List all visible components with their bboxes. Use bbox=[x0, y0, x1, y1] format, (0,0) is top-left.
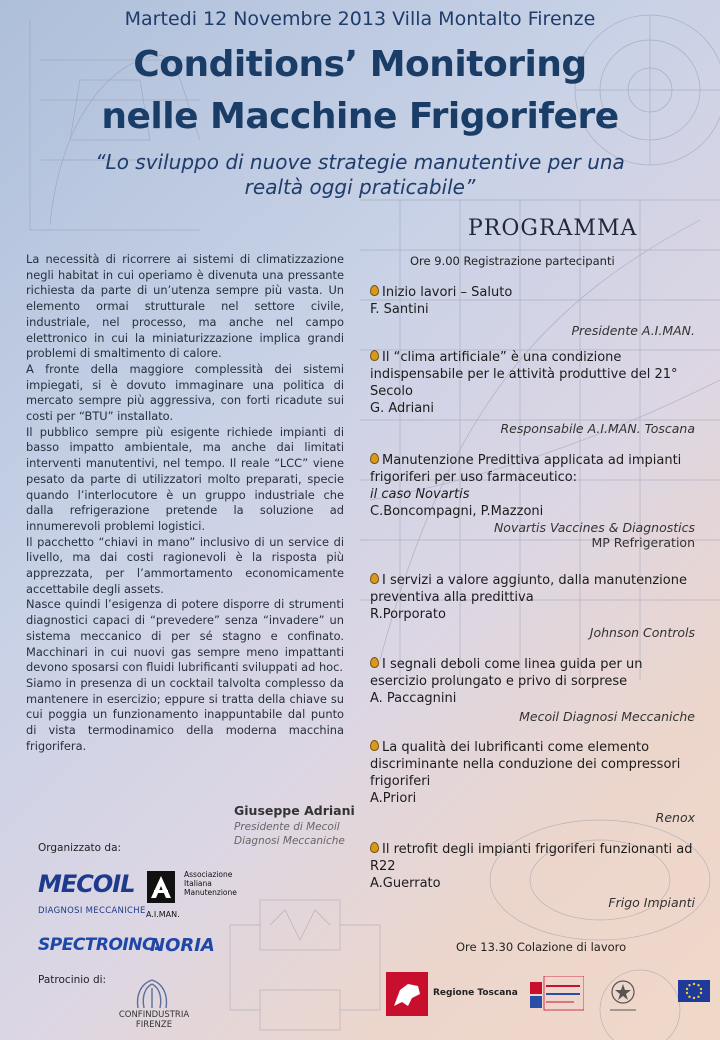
intro-text bbox=[26, 252, 344, 755]
programme-item-title-line: frigoriferi per uso farmaceutico: bbox=[370, 470, 578, 485]
speaker-organization: Novartis Vaccines & Diagnostics bbox=[493, 520, 695, 535]
mecoil-subtitle: DIAGNOSI MECCANICHE bbox=[38, 906, 146, 916]
programme-item-title: La qualità dei lubrificanti come elemento bbox=[370, 739, 700, 756]
aiman-name-line: Manutenzione bbox=[184, 888, 237, 897]
lunch-time: Ore 13.30 Colazione di lavoro bbox=[456, 940, 627, 954]
programme-item-2 bbox=[370, 349, 700, 436]
signer-role-line1: Presidente di Mecoil bbox=[234, 821, 340, 833]
intro-paragraph: Siamo in presenza di un cocktail talvolta complesso da mantenere in esercizio; eppure si tratta della chiave su cui poggia un funzionamento inappuntabile dal punto di vista termodinamico della moderna macchina frigorifera. bbox=[26, 675, 344, 753]
confindustria-line: FIRENZE bbox=[135, 1020, 173, 1030]
speaker: A.Guerrato bbox=[370, 876, 441, 891]
intro-paragraph: Il pubblico sempre più esigente richiede impianti di basso impatto ambientale, ma anche dai limitati interventi manutentivi, nel tempo. Il reale “LCC” viene pesato da parte di utilizzatori molto preparati, specie quando l’interlocutore è un gruppo industriale che dalla refrigerazione pretende la soluzione ad innumerevoli problemi logistici. bbox=[26, 424, 344, 533]
programme-item-title-line: esercizio prolungato e privo di sorprese bbox=[370, 674, 628, 689]
drop-icon bbox=[370, 740, 379, 751]
programme-item-title: I segnali deboli come linea guida per un bbox=[370, 656, 700, 673]
event-date-location: Martedi 12 Novembre 2013 Villa Montalto Firenze bbox=[124, 8, 596, 30]
programme-item-title-line: discriminante nella conduzione dei compressori bbox=[370, 757, 681, 772]
por-creo-logo-icon bbox=[530, 976, 584, 1016]
programme-item-title: Il retrofit degli impianti frigoriferi funzionanti ad bbox=[370, 841, 700, 858]
speaker-organization: Renox bbox=[655, 810, 695, 825]
organized-by-label: Organizzato da: bbox=[38, 842, 122, 854]
subtitle bbox=[70, 150, 650, 200]
programme-item-1 bbox=[370, 284, 700, 338]
confindustria-logo-icon bbox=[130, 978, 174, 1010]
main-title-line2: nelle Macchine Frigorifere bbox=[101, 96, 619, 137]
aiman-name-line: Associazione bbox=[184, 870, 233, 879]
drop-icon bbox=[370, 657, 379, 668]
intro-paragraph: Il pacchetto “chiavi in mano” inclusivo di un service di livello, ma dai costi ragionevoli è la risposta più apprezzata, per l’ammortamento economicamente accettabile degli assets. bbox=[26, 534, 344, 596]
subtitle-line2: realtà oggi praticabile” bbox=[244, 175, 476, 199]
programme-item-title: I servizi a valore aggiunto, dalla manutenzione bbox=[370, 572, 700, 589]
regione-toscana-name: Regione Toscana bbox=[433, 988, 518, 998]
speaker-organization: Presidente A.I.MAN. bbox=[571, 323, 695, 338]
patronage-label: Patrocinio di: bbox=[38, 974, 107, 986]
repubblica-italiana-emblem-icon bbox=[606, 978, 640, 1014]
programme-item-title-italic: il caso Novartis bbox=[370, 487, 470, 502]
programme-item-title: Il “clima artificiale” è una condizione bbox=[370, 349, 700, 366]
programme-item-title-line: preventiva alla predittiva bbox=[370, 590, 534, 605]
programme-item-7 bbox=[370, 841, 700, 910]
drop-icon bbox=[370, 285, 379, 296]
speaker: R.Porporato bbox=[370, 607, 446, 622]
programme-item-title: Inizio lavori – Saluto bbox=[370, 284, 700, 301]
drop-icon bbox=[370, 842, 379, 853]
subtitle-line1: “Lo sviluppo di nuove strategie manutentive per una bbox=[95, 150, 625, 174]
intro-paragraph: A fronte della maggiore complessità dei sistemi impiegati, si è dovuto immaginare una politica di mercato sempre più aggressiva, con forti ricadute sui costi per “BTU” installato. bbox=[26, 361, 344, 424]
programme-item-title-line: indispensabile per le attività produttive del 21° bbox=[370, 367, 678, 382]
regione-toscana-logo-icon bbox=[386, 972, 428, 1016]
drop-icon bbox=[370, 573, 379, 584]
intro-paragraph: Nasce quindi l’esigenza di potere disporre di strumenti diagnostici capaci di “prevedere” senza “invadere” un sistema meccanico di per sé stagno e confinato. Macchinari in cui nuovi gas sempre meno impattanti devono sposarsi con fluidi lubrificanti sviluppati ad hoc. bbox=[26, 597, 344, 675]
drop-icon bbox=[370, 350, 379, 361]
programme-item-5 bbox=[370, 656, 700, 724]
speaker: A. Paccagnini bbox=[370, 691, 457, 706]
aiman-name bbox=[184, 870, 237, 897]
programme-item-title-line: frigoriferi bbox=[370, 774, 431, 789]
speaker: C.Boncompagni, P.Mazzoni bbox=[370, 504, 544, 519]
programme-item-3 bbox=[370, 452, 700, 550]
signer-role-line2: Diagnosi Meccaniche bbox=[234, 835, 345, 847]
speaker-organization-2: MP Refrigeration bbox=[591, 535, 695, 550]
speaker-organization: Frigo Impianti bbox=[608, 895, 695, 910]
registration-time: Ore 9.00 Registrazione partecipanti bbox=[410, 254, 615, 268]
eu-flag-icon bbox=[678, 980, 710, 1002]
programma-heading: PROGRAMMA bbox=[468, 216, 638, 241]
spectro-logo: SPECTROINC. bbox=[38, 935, 160, 955]
aiman-logo-icon bbox=[146, 870, 176, 904]
speaker-organization: Responsabile A.I.MAN. Toscana bbox=[500, 421, 695, 436]
programme-item-4 bbox=[370, 572, 700, 640]
speaker: A.Priori bbox=[370, 791, 417, 806]
confindustria-line: CONFINDUSTRIA bbox=[118, 1010, 190, 1020]
speaker-organization: Mecoil Diagnosi Meccaniche bbox=[519, 709, 695, 724]
speaker-organization: Johnson Controls bbox=[589, 625, 695, 640]
intro-paragraph: La necessità di ricorrere ai sistemi di climatizzazione negli habitat in cui operiamo è divenuta una pressante richiesta da parte di un’utenza sempre più vasta. Un elemento ormai strutturale nel settore civile, industriale, nel processo, ma anche nel campo elettronico in cui la miniaturizzazione implica grandi problemi di smaltimento di calore. bbox=[26, 252, 344, 361]
programme-item-title-line: Secolo bbox=[370, 384, 413, 399]
programme-item-6 bbox=[370, 739, 700, 825]
aiman-name-line: Italiana bbox=[184, 879, 212, 888]
signer-name: Giuseppe Adriani bbox=[234, 803, 355, 818]
noria-logo: NORIA bbox=[150, 935, 215, 956]
drop-icon bbox=[370, 453, 379, 464]
speaker: F. Santini bbox=[370, 302, 429, 317]
mecoil-logo: MECOIL bbox=[38, 870, 135, 898]
signer-role bbox=[234, 820, 354, 848]
main-title-line1: Conditions’ Monitoring bbox=[133, 44, 587, 85]
programme-item-title: Manutenzione Predittiva applicata ad impianti bbox=[370, 452, 700, 469]
aiman-acronym: A.I.MAN. bbox=[146, 910, 180, 919]
programme-item-title-line: R22 bbox=[370, 859, 396, 874]
confindustria-name bbox=[104, 1010, 204, 1030]
speaker: G. Adriani bbox=[370, 401, 435, 416]
